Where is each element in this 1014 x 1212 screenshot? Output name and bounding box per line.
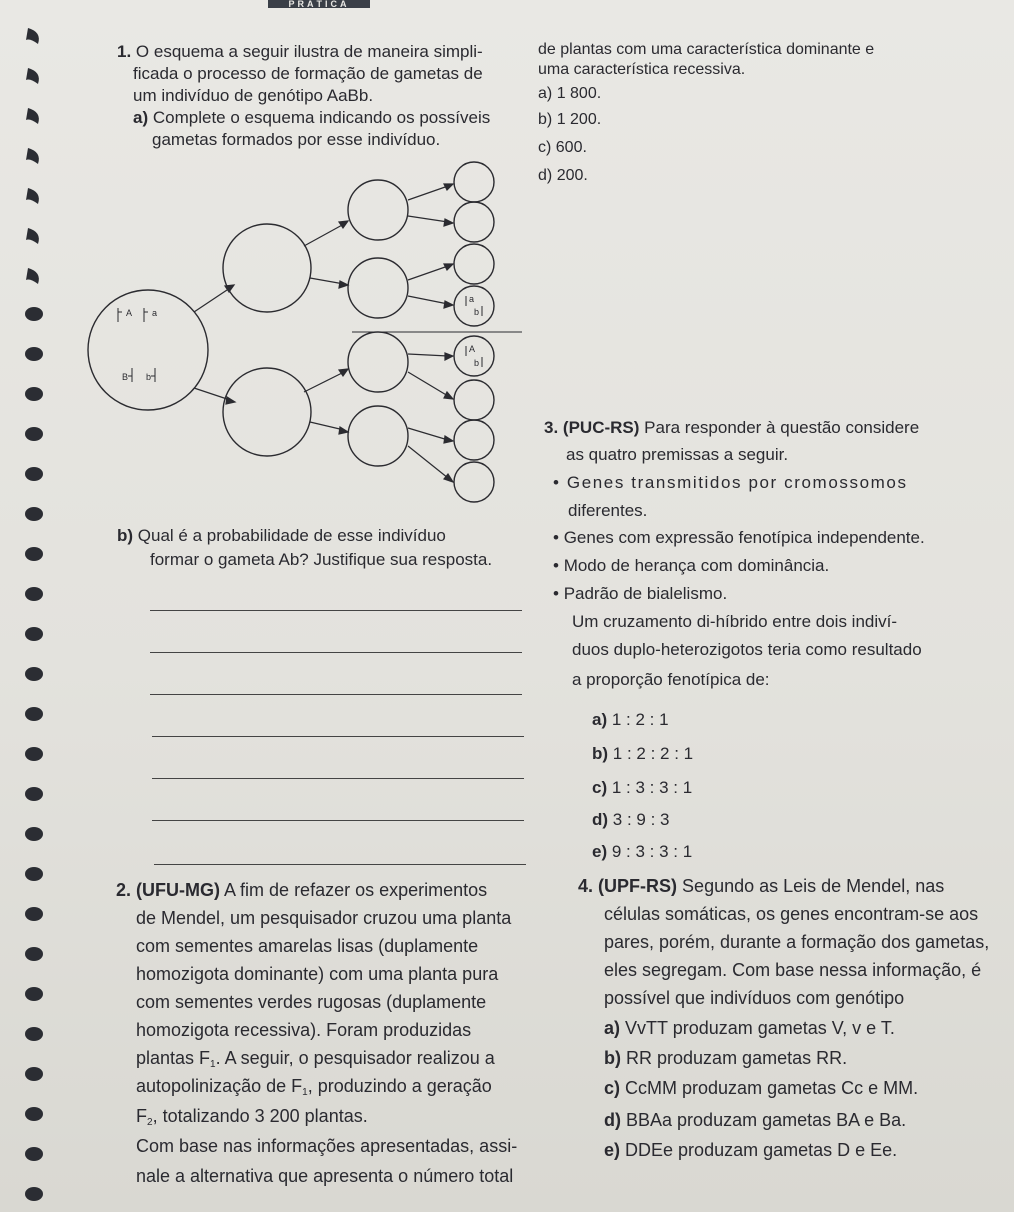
q3-premise-2: • Genes com expressão fenotípica independente. bbox=[553, 528, 925, 547]
q2-option-d[interactable]: d) 200. bbox=[538, 167, 588, 184]
q4-option-e[interactable]: e) DDEe produzam gametas D e Ee. bbox=[604, 1140, 898, 1160]
q2-cont-line-2: uma característica recessiva. bbox=[538, 61, 746, 78]
q2-line-5: com sementes verdes rugosas (duplamente bbox=[136, 992, 487, 1012]
q3-premise-1: • Genes transmitidos por cromossomos bbox=[553, 473, 908, 492]
q1a-line-2: gametas formados por esse indivíduo. bbox=[152, 130, 441, 149]
gamete-2-top-allele: A bbox=[469, 344, 476, 354]
q4-option-a[interactable]: a) VvTT produzam gametas V, v e T. bbox=[604, 1018, 895, 1038]
q2-option-c[interactable]: c) 600. bbox=[538, 139, 587, 156]
gamete-cell-8 bbox=[454, 462, 494, 502]
q2-line-1: 2. (UFU-MG) A fim de refazer os experimentos bbox=[116, 880, 488, 900]
q1-line-3: um indivíduo de genótipo AaBb. bbox=[133, 86, 374, 105]
gamete-cell-1 bbox=[454, 162, 494, 202]
q1a-line-1: a) Complete o esquema indicando os possíveis bbox=[133, 108, 491, 127]
gamete-cell-3 bbox=[454, 244, 494, 284]
secondary-cell-3 bbox=[348, 332, 408, 392]
gamete-cell-7 bbox=[454, 420, 494, 460]
q4-option-b[interactable]: b) RR produzam gametas RR. bbox=[604, 1048, 848, 1068]
q2-line-10: Com base nas informações apresentadas, assi- bbox=[136, 1136, 518, 1156]
allele-a: a bbox=[152, 308, 158, 318]
q4-option-c[interactable]: c) CcMM produzam gametas Cc e MM. bbox=[604, 1078, 919, 1098]
secondary-cell-2 bbox=[348, 258, 408, 318]
q3-option-c[interactable]: c) 1 : 3 : 3 : 1 bbox=[592, 778, 693, 797]
q4-line-3: pares, porém, durante a formação dos gametas, bbox=[604, 932, 990, 952]
q3-line-1: 3. (PUC-RS) Para responder à questão considere bbox=[544, 418, 920, 437]
allele-A: A bbox=[126, 308, 133, 318]
q3-option-b[interactable]: b) 1 : 2 : 2 : 1 bbox=[592, 744, 694, 763]
q3-option-e[interactable]: e) 9 : 3 : 3 : 1 bbox=[592, 842, 693, 861]
gamete-cell-5 bbox=[454, 336, 494, 376]
q1-line-2: ficada o processo de formação de gametas de bbox=[133, 64, 483, 83]
gamete-cell-4 bbox=[454, 286, 494, 326]
q1b-line-2: formar o gameta Ab? Justifique sua resposta. bbox=[150, 550, 493, 569]
gamete-1-top-allele: a bbox=[469, 294, 475, 304]
secondary-cell-4 bbox=[348, 406, 408, 466]
answer-line-4[interactable] bbox=[152, 736, 524, 737]
answer-line-5[interactable] bbox=[152, 778, 524, 779]
q4-line-2: células somáticas, os genes encontram-se aos bbox=[604, 904, 979, 924]
q3-premise-4: • Padrão de bialelismo. bbox=[553, 584, 728, 603]
secondary-cell-1 bbox=[348, 180, 408, 240]
q3-option-d[interactable]: d) 3 : 9 : 3 bbox=[592, 810, 670, 829]
q3-stem-1: Um cruzamento di-híbrido entre dois indiví- bbox=[572, 612, 898, 631]
q4-option-d[interactable]: d) BBAa produzam gametas BA e Ba. bbox=[604, 1110, 907, 1130]
q2-line-3: com sementes amarelas lisas (duplamente bbox=[136, 936, 479, 956]
answer-line-2[interactable] bbox=[150, 652, 522, 653]
q1-line-1: 1. O esquema a seguir ilustra de maneira simpli- bbox=[117, 42, 483, 61]
q2-line-7: plantas $F_1$. A seguir, o pesquisador realizou a bbox=[136, 1048, 495, 1070]
gamete-2-bottom-allele: b bbox=[474, 358, 480, 368]
q1b-line-1: b) Qual é a probabilidade de esse indivíduo bbox=[117, 526, 446, 545]
parent-cell bbox=[88, 290, 208, 410]
q3-line-2: as quatro premissas a seguir. bbox=[566, 445, 789, 464]
q3-premise-1-cont: diferentes. bbox=[568, 501, 648, 520]
q2-option-b[interactable]: b) 1 200. bbox=[538, 111, 602, 128]
q2-line-4: homozigota dominante) com uma planta pura bbox=[136, 964, 499, 984]
q3-stem-2: duos duplo-heterozigotos teria como resultado bbox=[572, 640, 922, 659]
gamete-cell-2 bbox=[454, 202, 494, 242]
q2-line-2: de Mendel, um pesquisador cruzou uma planta bbox=[136, 908, 512, 928]
q4-line-5: possível que indivíduos com genótipo bbox=[604, 988, 905, 1008]
q2-line-6: homozigota recessiva). Foram produzidas bbox=[136, 1020, 472, 1040]
answer-line-1[interactable] bbox=[150, 610, 522, 611]
answer-line-3[interactable] bbox=[150, 694, 522, 695]
allele-b: b bbox=[146, 372, 152, 382]
answer-line-7[interactable] bbox=[154, 864, 526, 865]
allele-B: B bbox=[122, 372, 129, 382]
q3-stem-3: a proporção fenotípica de: bbox=[572, 670, 770, 689]
q2-cont-line-1: de plantas com uma característica dominante e bbox=[538, 41, 875, 58]
spiral-binding bbox=[0, 0, 70, 1212]
section-header: PRÁTICA bbox=[268, 0, 370, 8]
gamete-cell-6 bbox=[454, 380, 494, 420]
answer-line-6[interactable] bbox=[152, 820, 524, 821]
q4-line-4: eles segregam. Com base nessa informação, é bbox=[604, 960, 982, 980]
gametogenesis-diagram bbox=[82, 160, 532, 510]
q2-option-a[interactable]: a) 1 800. bbox=[538, 85, 602, 102]
intermediate-cell-bottom bbox=[223, 368, 311, 456]
gamete-1-bottom-allele: b bbox=[474, 307, 480, 317]
q2-line-9: $F_2$, totalizando 3 200 plantas. bbox=[136, 1106, 368, 1128]
q3-option-a[interactable]: a) 1 : 2 : 1 bbox=[592, 710, 669, 729]
q2-line-8: autopolinização de $F_1$, produzindo a geração bbox=[136, 1076, 492, 1098]
q2-line-11: nale a alternativa que apresenta o número total bbox=[136, 1166, 514, 1186]
q3-premise-3: • Modo de herança com dominância. bbox=[553, 556, 830, 575]
intermediate-cell-top bbox=[223, 224, 311, 312]
q4-line-1: 4. (UPF-RS) Segundo as Leis de Mendel, nas bbox=[578, 876, 945, 896]
